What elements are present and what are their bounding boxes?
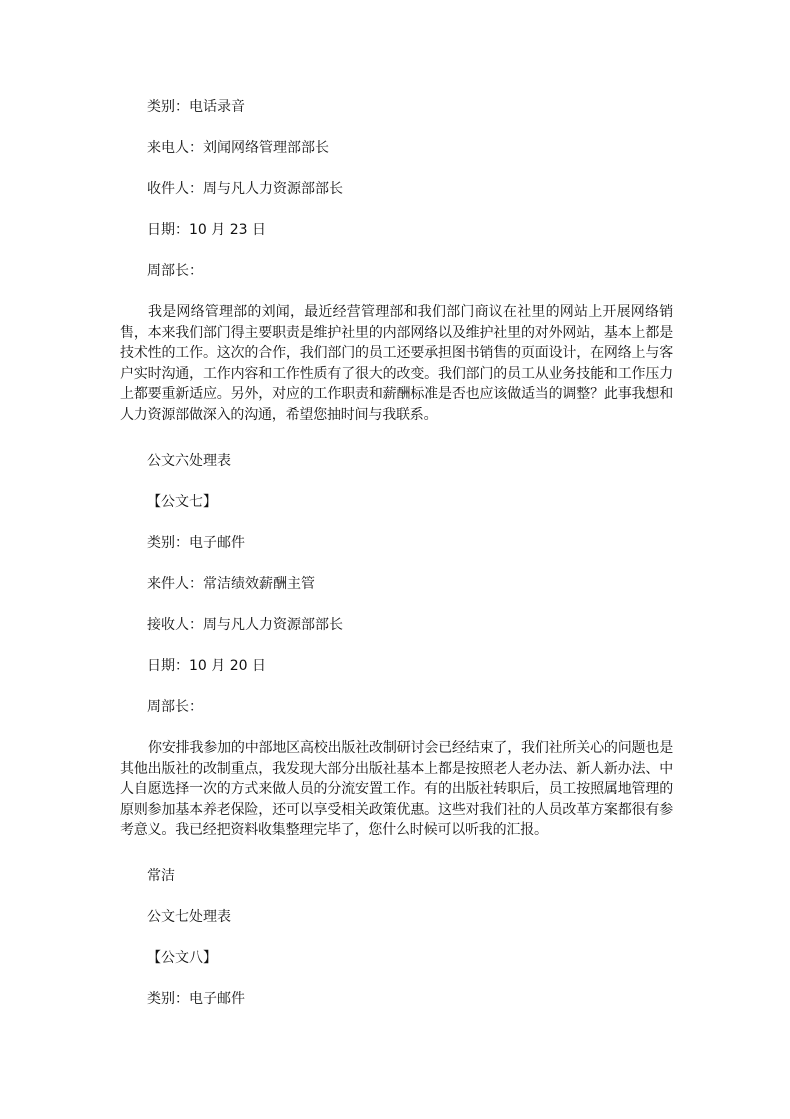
- doc7-salutation: 周部长：: [147, 699, 203, 715]
- doc7-body: 你安排我参加的中部地区高校出版社改制研讨会已经结束了，我们社所关心的问题也是其他出版社的改制重点，我发现大部分出版社基本上都是按照老人老办法、新人新办法、中人自愿选择一次的方式来做人员的分流安置工作。有的出版社转职后，员工按照属地管理的原则参加基本养老保险，还可以享受相关政策优惠。这些对我们社的人员改革方案都很有参考意义。我已经把资料收集整理完毕了，您什么时候可以听我的汇报。: [120, 740, 673, 838]
- doc6-category: 类别：电话录音: [147, 99, 245, 115]
- doc7-signature: 常洁: [147, 868, 175, 884]
- doc8-heading: 【公文八】: [147, 950, 217, 966]
- doc6-salutation: 周部长：: [147, 263, 203, 279]
- doc6-date: 日期：10 月 23 日: [147, 222, 266, 238]
- doc7-sender: 来件人：常洁绩效薪酬主管: [147, 576, 315, 592]
- doc6-form-title: 公文六处理表: [147, 453, 231, 469]
- doc6-recipient: 收件人：周与凡人力资源部部长: [147, 181, 343, 197]
- doc8-category: 类别：电子邮件: [147, 991, 245, 1007]
- doc7-date: 日期：10 月 20 日: [147, 658, 266, 674]
- doc6-caller: 来电人：刘闻网络管理部部长: [147, 140, 329, 156]
- doc7-heading: 【公文七】: [147, 494, 217, 510]
- doc7-recipient: 接收人：周与凡人力资源部部长: [147, 617, 343, 633]
- doc7-form-title: 公文七处理表: [147, 909, 231, 925]
- doc6-body: 我是网络管理部的刘闻，最近经营管理部和我们部门商议在社里的网站上开展网络销售，本来我们部门得主要职责是维护社里的内部网络以及维护社里的对外网站，基本上都是技术性的工作。这次的合作，我们部门的员工还要承担图书销售的页面设计，在网络上与客户实时沟通，工作内容和工作性质有了很大的改变。我们部门的员工从业务技能和工作压力上都要重新适应。另外，对应的工作职责和薪酬标准是否也应该做适当的调整？此事我想和人力资源部做深入的沟通，希望您抽时间与我联系。: [120, 304, 673, 423]
- doc7-category: 类别：电子邮件: [147, 535, 245, 551]
